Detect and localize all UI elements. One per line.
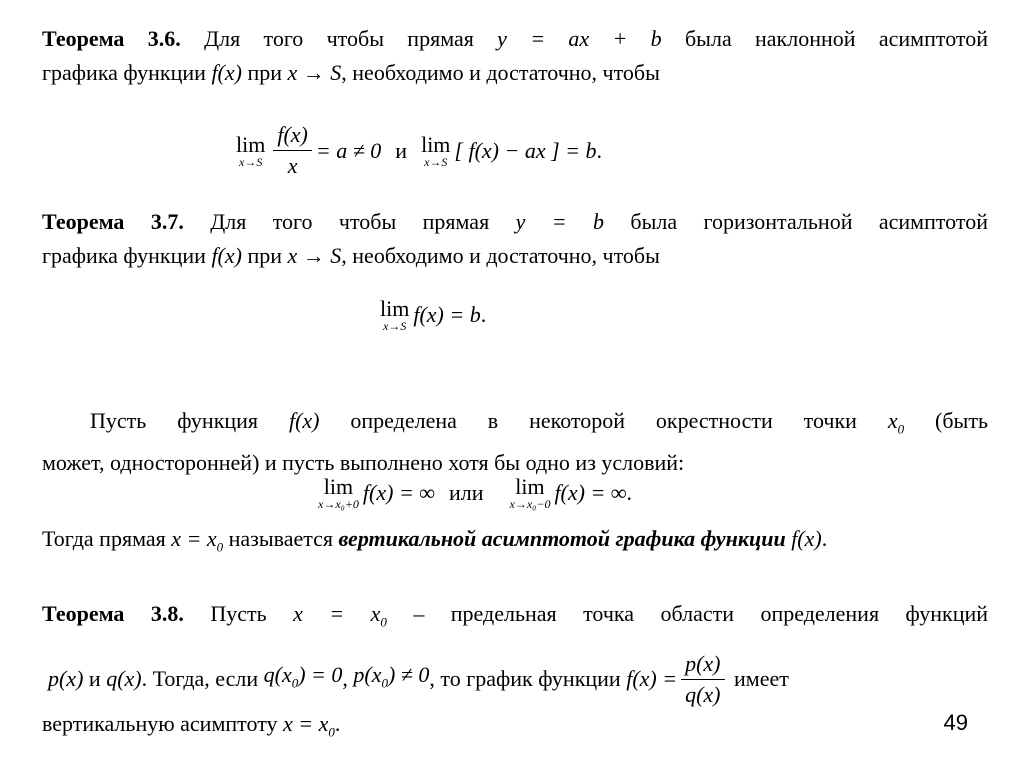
theorem-3-7-text: была горизонтальной асимптотой — [603, 209, 988, 234]
definition-text: называется — [223, 526, 339, 551]
theorem-3-8-text: – предельная точка области определения функций — [386, 601, 989, 626]
condition-text: q(x — [263, 662, 292, 687]
condition-text: p(x — [353, 662, 382, 687]
limit-operator — [236, 131, 266, 169]
point-x0 — [887, 408, 905, 437]
theorem-3-6-formula — [236, 122, 602, 179]
defined-term: вертикальной асимптотой графика функции — [338, 526, 786, 551]
lim-word: lim — [236, 131, 266, 157]
formula-expr: f(x) = ∞ — [362, 480, 435, 505]
formula-end: . — [596, 137, 603, 163]
definition-conclusion — [42, 522, 988, 564]
theorem-3-7-text: Для того чтобы прямая — [183, 209, 516, 234]
vertical-asymptote-equation — [283, 711, 335, 740]
page-number: 49 — [943, 710, 968, 735]
limit-operator — [421, 131, 451, 169]
conjunction: и — [395, 137, 408, 163]
definition-text: определена в некоторой окрестности точки — [319, 408, 888, 433]
equation-subscript: 0 — [380, 614, 387, 630]
sentence-end: . — [334, 711, 341, 736]
theorem-3-8-text: вертикальную асимптоту — [42, 711, 284, 736]
lim-subscript: x→x₀+0 — [318, 497, 359, 511]
theorem-3-8-text: , то график функции — [429, 666, 627, 692]
limit-operator — [318, 476, 359, 510]
formula-rhs: = a ≠ 0 — [315, 137, 382, 163]
function-qx: q(x) — [106, 666, 142, 692]
theorem-3-8-line-1 — [42, 597, 988, 639]
theorem-3-7-formula — [380, 298, 486, 332]
function-fx: f(x) — [791, 526, 822, 551]
theorem-3-6-text: была наклонной асимптотой — [661, 26, 988, 51]
formula-expr: f(x) = ∞ — [554, 480, 627, 505]
formula-bracket-expr: [ f(x) − ax ] = b — [454, 137, 597, 163]
fraction-denominator: q(x) — [685, 681, 721, 707]
theorem-3-7-text: графика функции — [42, 243, 212, 268]
vertical-limit-formula — [318, 476, 632, 510]
definition-text: Тогда прямая — [42, 526, 172, 551]
function-fx: f(x) — [288, 408, 320, 433]
limit-point-equation — [293, 601, 387, 630]
limit-operator — [380, 298, 409, 332]
lim-word: lim — [515, 474, 545, 499]
definition-text: (быть — [904, 408, 988, 433]
conjunction: или — [448, 480, 484, 505]
condition-subscript: 0 — [381, 675, 388, 691]
function-f-equals: f(x) = — [626, 666, 678, 692]
function-fx: f(x) — [211, 243, 242, 268]
condition-subscript: 0 — [291, 675, 299, 691]
theorem-3-7-text: , необходимо и достаточно, чтобы — [341, 243, 660, 268]
function-fx: f(x) — [211, 60, 242, 85]
lim-word: lim — [421, 131, 451, 157]
theorem-3-8-line-3-content — [42, 707, 988, 749]
lim-word: lim — [323, 474, 354, 499]
lim-subscript: x→S — [424, 154, 448, 169]
x-symbol: x — [887, 408, 898, 433]
theorem-3-7-line-2 — [42, 239, 988, 273]
formula-expr: f(x) = b — [413, 302, 481, 327]
definition-text: Пусть функция — [90, 408, 289, 433]
theorem-3-7-text: при — [241, 243, 288, 268]
equation-text: x = x — [171, 526, 217, 551]
fraction-denominator: x — [287, 153, 298, 178]
lim-subscript: x→x₀−0 — [509, 497, 551, 511]
limit-operator — [510, 476, 551, 510]
definition-line-1 — [42, 404, 988, 446]
theorem-3-7-label: Теорема 3.7. — [42, 209, 184, 234]
theorem-3-6 — [42, 22, 988, 90]
theorem-3-8-text: . Тогда, если — [141, 666, 264, 692]
theorem-3-6-text: при — [241, 60, 288, 85]
theorem-3-6-line-1 — [42, 22, 988, 56]
fraction — [273, 122, 312, 179]
limit-condition: x → S — [287, 243, 342, 268]
lim-subscript: x→S — [383, 319, 407, 333]
function-px: p(x) — [48, 666, 84, 692]
theorem-3-8-line-3 — [42, 707, 988, 749]
equation-text: x = x — [293, 601, 381, 626]
condition-text: ) ≠ 0 — [387, 662, 430, 687]
theorem-3-6-label: Теорема 3.6. — [42, 26, 181, 51]
lim-subscript: x→S — [239, 154, 263, 169]
theorem-3-8-label: Теорема 3.8. — [42, 601, 184, 626]
definition-line-3 — [42, 522, 988, 564]
equation-subscript: 0 — [216, 539, 224, 555]
limit-condition: x → S — [287, 60, 342, 85]
line-equation: y = b — [515, 209, 604, 234]
formula-end: . — [480, 302, 487, 327]
fraction-numerator: p(x) — [681, 651, 724, 680]
theorem-3-8-text: и — [83, 666, 107, 692]
fraction-numerator: f(x) — [273, 122, 312, 151]
sentence-end: . — [821, 526, 828, 551]
theorem-3-6-line-2 — [42, 56, 988, 90]
theorem-3-8 — [42, 597, 988, 639]
theorem-3-8-text: , — [342, 666, 354, 692]
vertical-asymptote-definition — [42, 404, 988, 480]
theorem-3-8-text: имеет — [728, 666, 789, 692]
equation-subscript: 0 — [328, 724, 335, 740]
theorem-3-6-text: Для того чтобы прямая — [180, 26, 498, 51]
condition-text: ) = 0 — [298, 662, 343, 687]
theorem-3-6-text: графика функции — [42, 60, 212, 85]
equation-text: x = x — [283, 711, 329, 736]
asymptote-equation — [171, 526, 224, 555]
theorem-3-6-text: , необходимо и достаточно, чтобы — [341, 60, 660, 85]
definition-text: может, односторонней) и пусть выполнено хотя бы одно из условий: — [42, 450, 685, 476]
formula-end: . — [626, 480, 632, 505]
x-subscript: 0 — [897, 421, 905, 437]
line-equation: y = ax + b — [497, 26, 662, 51]
theorem-3-7 — [42, 205, 988, 273]
theorem-3-7-line-1 — [42, 205, 988, 239]
theorem-3-8-text: Пусть — [183, 601, 294, 626]
fraction-p-over-q — [681, 651, 724, 708]
lim-word: lim — [380, 296, 410, 321]
